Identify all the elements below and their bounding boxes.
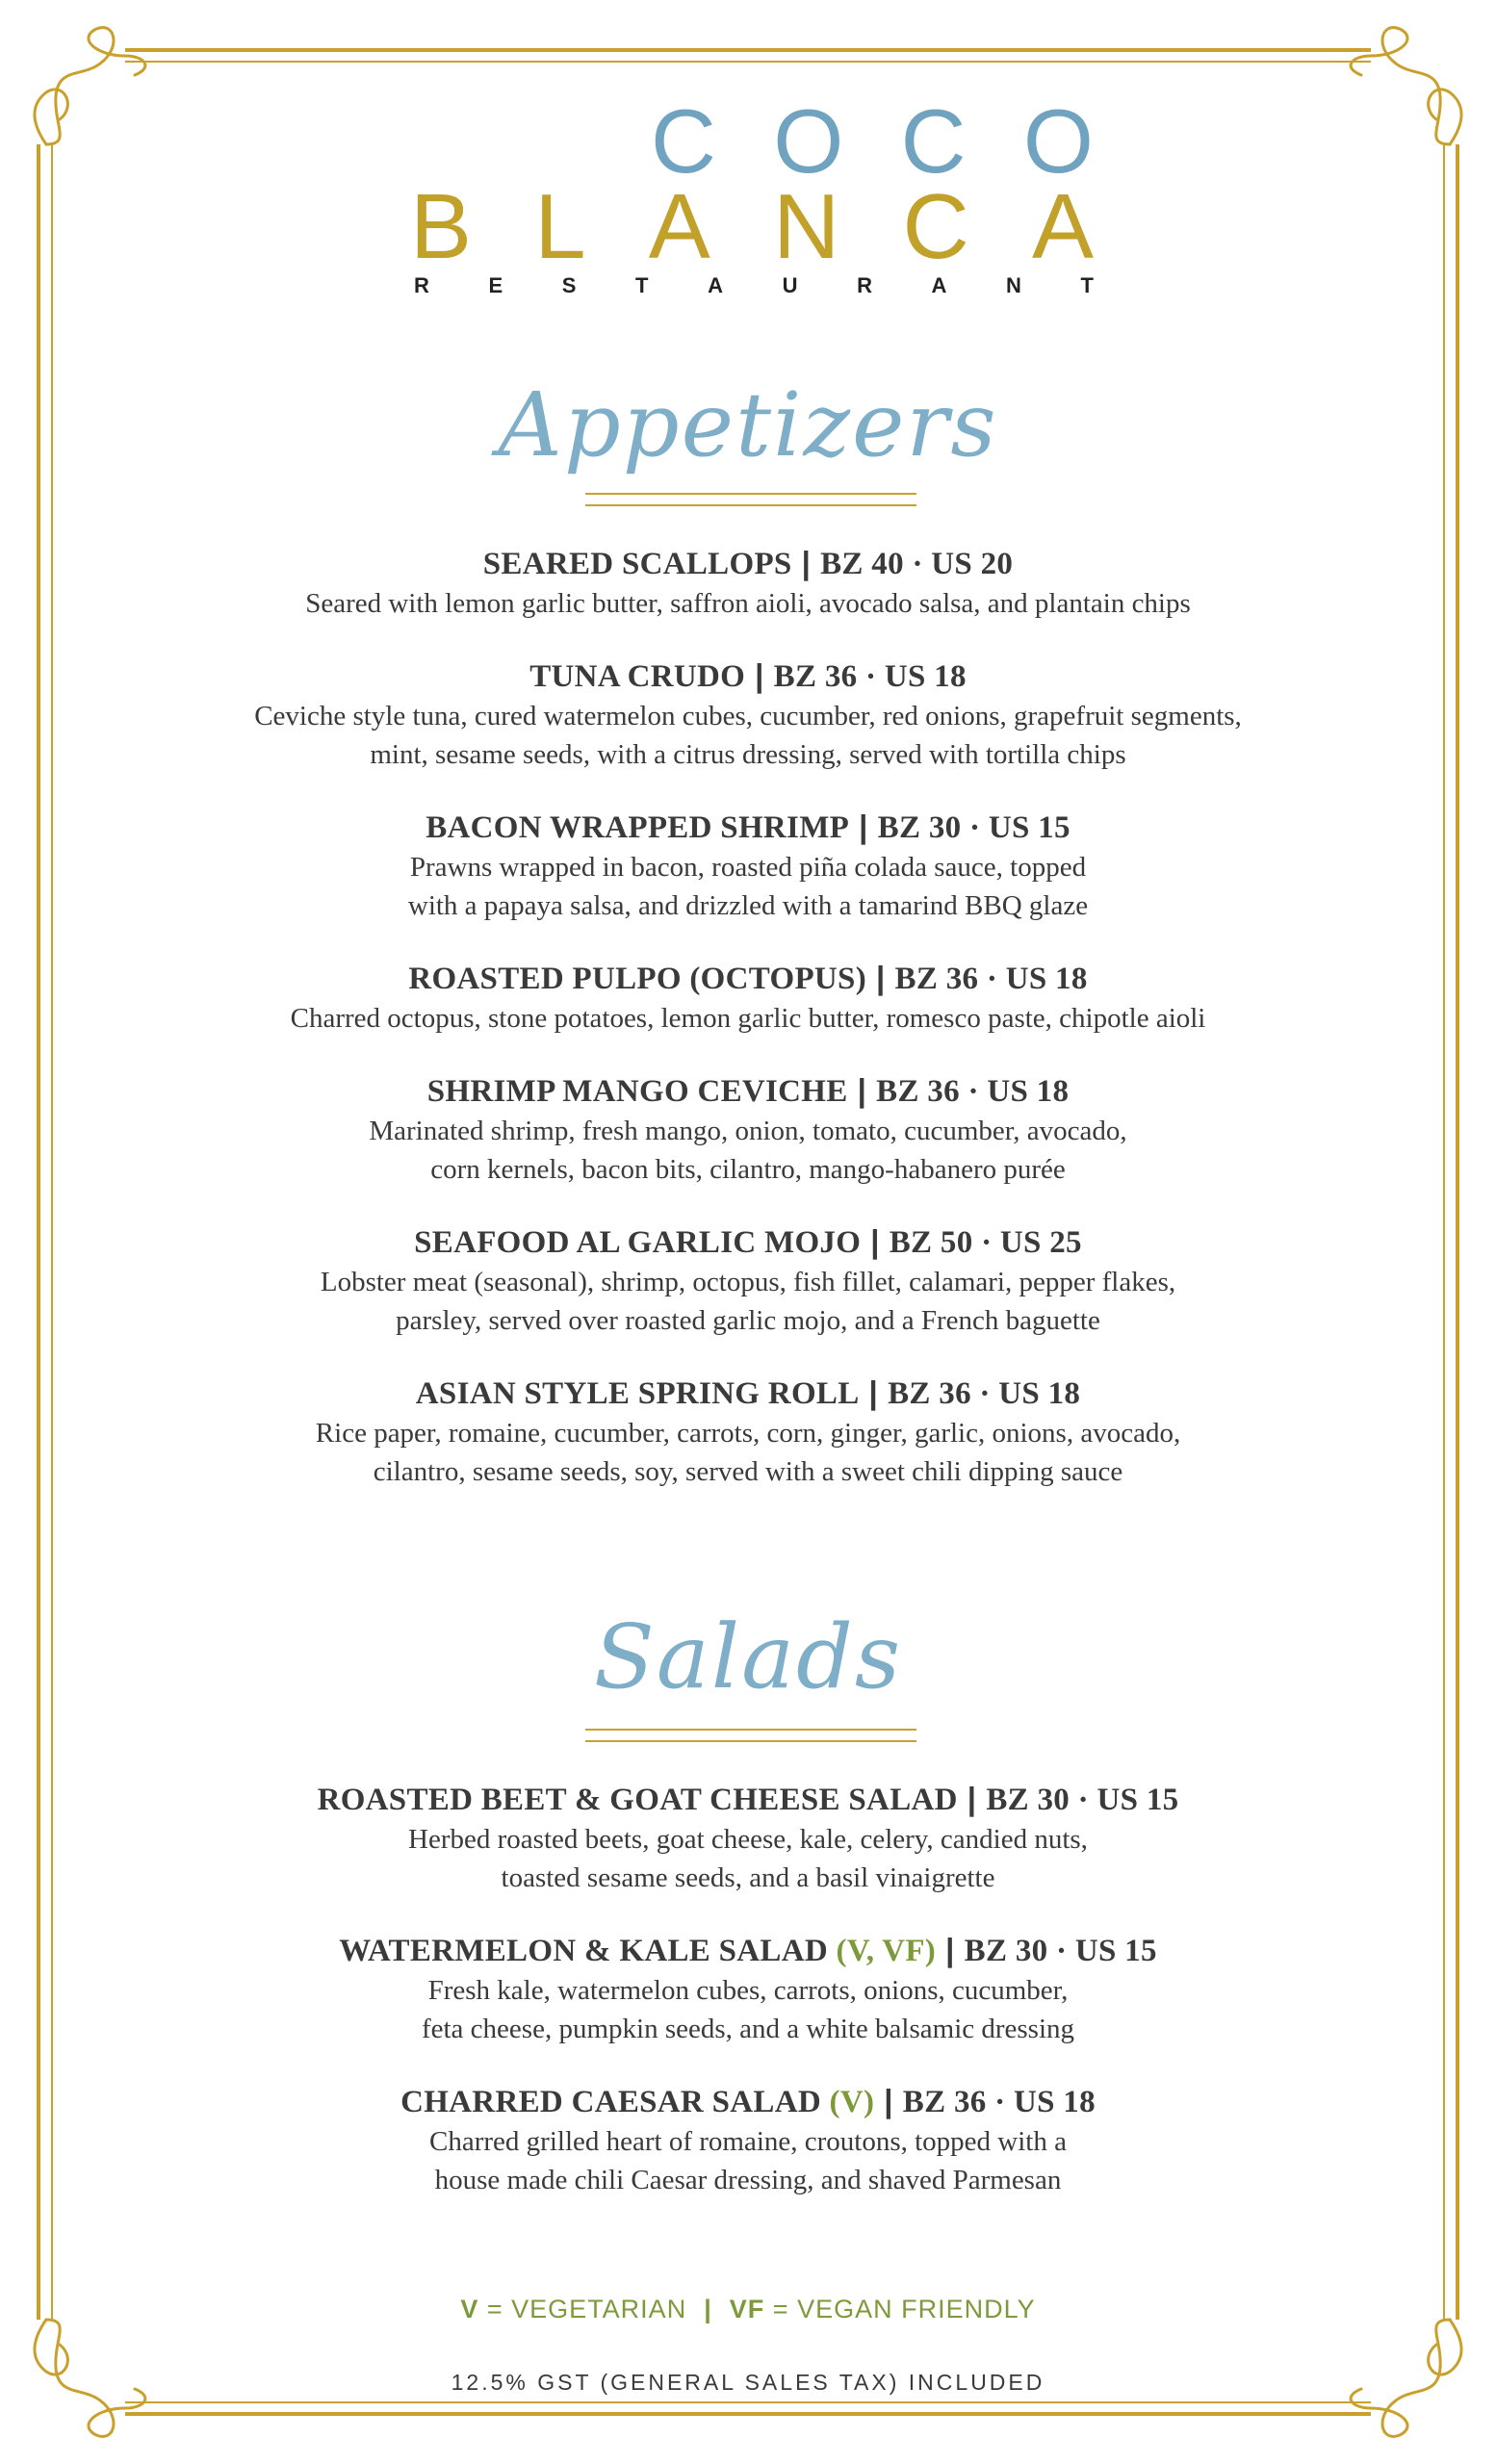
item-description: house made chili Caesar dressing, and shaved Parmesan xyxy=(434,2165,1062,2195)
menu-item xyxy=(0,958,1496,1038)
item-description: Prawns wrapped in bacon, roasted piña colada sauce, topped xyxy=(409,852,1087,883)
item-name: BACON WRAPPED SHRIMP xyxy=(426,810,850,845)
separator: | xyxy=(801,545,812,580)
item-name: TUNA CRUDO xyxy=(529,659,746,694)
separator: | xyxy=(884,2083,893,2118)
separator: | xyxy=(876,960,886,995)
salads-heading: Salads xyxy=(593,1605,903,1708)
menu-item xyxy=(0,655,1496,774)
item-title xyxy=(0,655,1496,697)
appetizers-heading: Appetizers xyxy=(498,373,998,476)
tax-note: 12.5% GST (GENERAL SALES TAX) INCLUDED xyxy=(451,2370,1045,2395)
item-description: toasted sesame seeds, and a basil vinaigrette xyxy=(501,1862,995,1893)
item-price: BZ 30 · US 15 xyxy=(877,810,1070,845)
item-title xyxy=(0,1930,1496,1971)
logo-letter: U xyxy=(782,273,798,297)
item-price: BZ 36 · US 18 xyxy=(876,1074,1070,1109)
item-description: Charred grilled heart of romaine, croutons, topped with a xyxy=(429,2126,1067,2157)
diet-tag: (V) xyxy=(829,2085,875,2119)
item-description: Fresh kale, watermelon cubes, carrots, onions, cucumber, xyxy=(427,1975,1069,2006)
logo-coco xyxy=(651,90,1094,192)
logo-letter: E xyxy=(488,273,503,297)
item-name: CHARRED CAESAR SALAD xyxy=(400,2085,821,2119)
logo-letter: A xyxy=(708,273,723,297)
logo-letter: C xyxy=(651,90,716,192)
item-name: SEAFOOD AL GARLIC MOJO xyxy=(414,1225,862,1260)
item-title xyxy=(0,1221,1496,1263)
item-price: BZ 36 · US 18 xyxy=(902,2085,1096,2119)
menu-item xyxy=(0,543,1496,623)
item-price: BZ 36 · US 18 xyxy=(888,1376,1081,1411)
item-price: BZ 50 · US 25 xyxy=(889,1225,1082,1260)
menu-item xyxy=(0,807,1496,925)
logo-letter: A xyxy=(648,175,710,278)
logo-letter: R xyxy=(414,273,429,297)
item-name: ASIAN STYLE SPRING ROLL xyxy=(415,1376,860,1411)
logo-blanca xyxy=(410,175,1094,278)
menu-item xyxy=(0,1779,1496,1897)
restaurant-logo xyxy=(0,90,1496,298)
appetizers-divider xyxy=(585,493,916,506)
menu-item xyxy=(0,1221,1496,1340)
item-name: WATERMELON & KALE SALAD xyxy=(339,1934,828,1968)
item-description: cilantro, sesame seeds, soy, served with a sweet chili dipping sauce xyxy=(373,1456,1123,1487)
appetizers-list xyxy=(0,543,1496,1524)
item-title xyxy=(0,1070,1496,1112)
logo-letter: N xyxy=(1006,273,1021,297)
logo-letter: T xyxy=(635,273,649,297)
legend-v-key: V xyxy=(460,2295,479,2323)
logo-letter: O xyxy=(773,90,844,192)
legend-vf-label: = VEGAN FRIENDLY xyxy=(772,2295,1036,2323)
item-description: mint, sesame seeds, with a citrus dressing, served with tortilla chips xyxy=(370,739,1126,770)
separator: | xyxy=(870,1223,880,1259)
separator: | xyxy=(868,1374,879,1410)
item-price: BZ 40 · US 20 xyxy=(820,547,1014,581)
diet-tag: (V, VF) xyxy=(836,1934,937,1968)
item-price: BZ 30 · US 15 xyxy=(964,1934,1157,1968)
separator: | xyxy=(704,2295,712,2323)
logo-letter: L xyxy=(534,175,586,278)
menu-item xyxy=(0,1070,1496,1189)
item-description: Charred octopus, stone potatoes, lemon garlic butter, romesco paste, chipotle aioli xyxy=(290,1003,1206,1034)
item-title xyxy=(0,1779,1496,1820)
legend-v-label: = VEGETARIAN xyxy=(486,2295,687,2323)
separator: | xyxy=(967,1781,977,1816)
salads-divider xyxy=(585,1729,916,1742)
legend-vf-key: VF xyxy=(729,2295,765,2323)
item-description: parsley, served over roasted garlic mojo, and a French baguette xyxy=(396,1305,1100,1336)
item-description: corn kernels, bacon bits, cilantro, mango-habanero purée xyxy=(430,1154,1066,1185)
item-price: BZ 36 · US 18 xyxy=(773,659,967,694)
item-name: SHRIMP MANGO CEVICHE xyxy=(426,1074,848,1109)
item-description: feta cheese, pumpkin seeds, and a white balsamic dressing xyxy=(421,2014,1075,2044)
item-description: Seared with lemon garlic butter, saffron aioli, avocado salsa, and plantain chips xyxy=(305,588,1191,619)
item-description: Herbed roasted beets, goat cheese, kale, celery, candied nuts, xyxy=(408,1824,1088,1855)
item-name: SEARED SCALLOPS xyxy=(482,547,792,581)
separator: | xyxy=(755,657,764,693)
item-name: ROASTED PULPO (OCTOPUS) xyxy=(408,962,866,996)
logo-letter: A xyxy=(1031,175,1094,278)
item-title xyxy=(0,1373,1496,1414)
menu-item xyxy=(0,1373,1496,1491)
logo-restaurant xyxy=(414,275,1094,296)
logo-letter: N xyxy=(772,175,840,278)
separator: | xyxy=(859,808,868,844)
separator: | xyxy=(857,1072,867,1108)
item-description: Ceviche style tuna, cured watermelon cubes, cucumber, red onions, grapefruit segments, xyxy=(254,701,1242,732)
item-description: Rice paper, romaine, cucumber, carrots, corn, ginger, garlic, onions, avocado, xyxy=(315,1418,1181,1449)
item-price: BZ 30 · US 15 xyxy=(986,1783,1179,1817)
logo-letter: S xyxy=(561,273,577,297)
item-description: Marinated shrimp, fresh mango, onion, tomato, cucumber, avocado, xyxy=(369,1116,1127,1146)
separator: | xyxy=(945,1932,955,1967)
item-description: with a papaya salsa, and drizzled with a tamarind BBQ glaze xyxy=(407,890,1089,921)
logo-letter: T xyxy=(1080,273,1094,297)
menu-item xyxy=(0,2081,1496,2199)
item-title xyxy=(0,807,1496,848)
logo-letter: A xyxy=(931,273,947,297)
logo-letter: R xyxy=(857,273,872,297)
item-price: BZ 36 · US 18 xyxy=(894,962,1088,996)
item-title xyxy=(0,958,1496,999)
item-title xyxy=(0,2081,1496,2122)
diet-legend xyxy=(0,2295,1496,2324)
logo-letter: B xyxy=(410,175,473,278)
item-title xyxy=(0,543,1496,584)
logo-letter: O xyxy=(1022,90,1094,192)
salads-list xyxy=(0,1779,1496,2232)
item-description: Lobster meat (seasonal), shrimp, octopus, fish fillet, calamari, pepper flakes, xyxy=(320,1267,1176,1297)
item-name: ROASTED BEET & GOAT CHEESE SALAD xyxy=(317,1783,958,1817)
logo-letter: C xyxy=(902,175,969,278)
logo-letter: C xyxy=(900,90,967,192)
menu-item xyxy=(0,1930,1496,2048)
